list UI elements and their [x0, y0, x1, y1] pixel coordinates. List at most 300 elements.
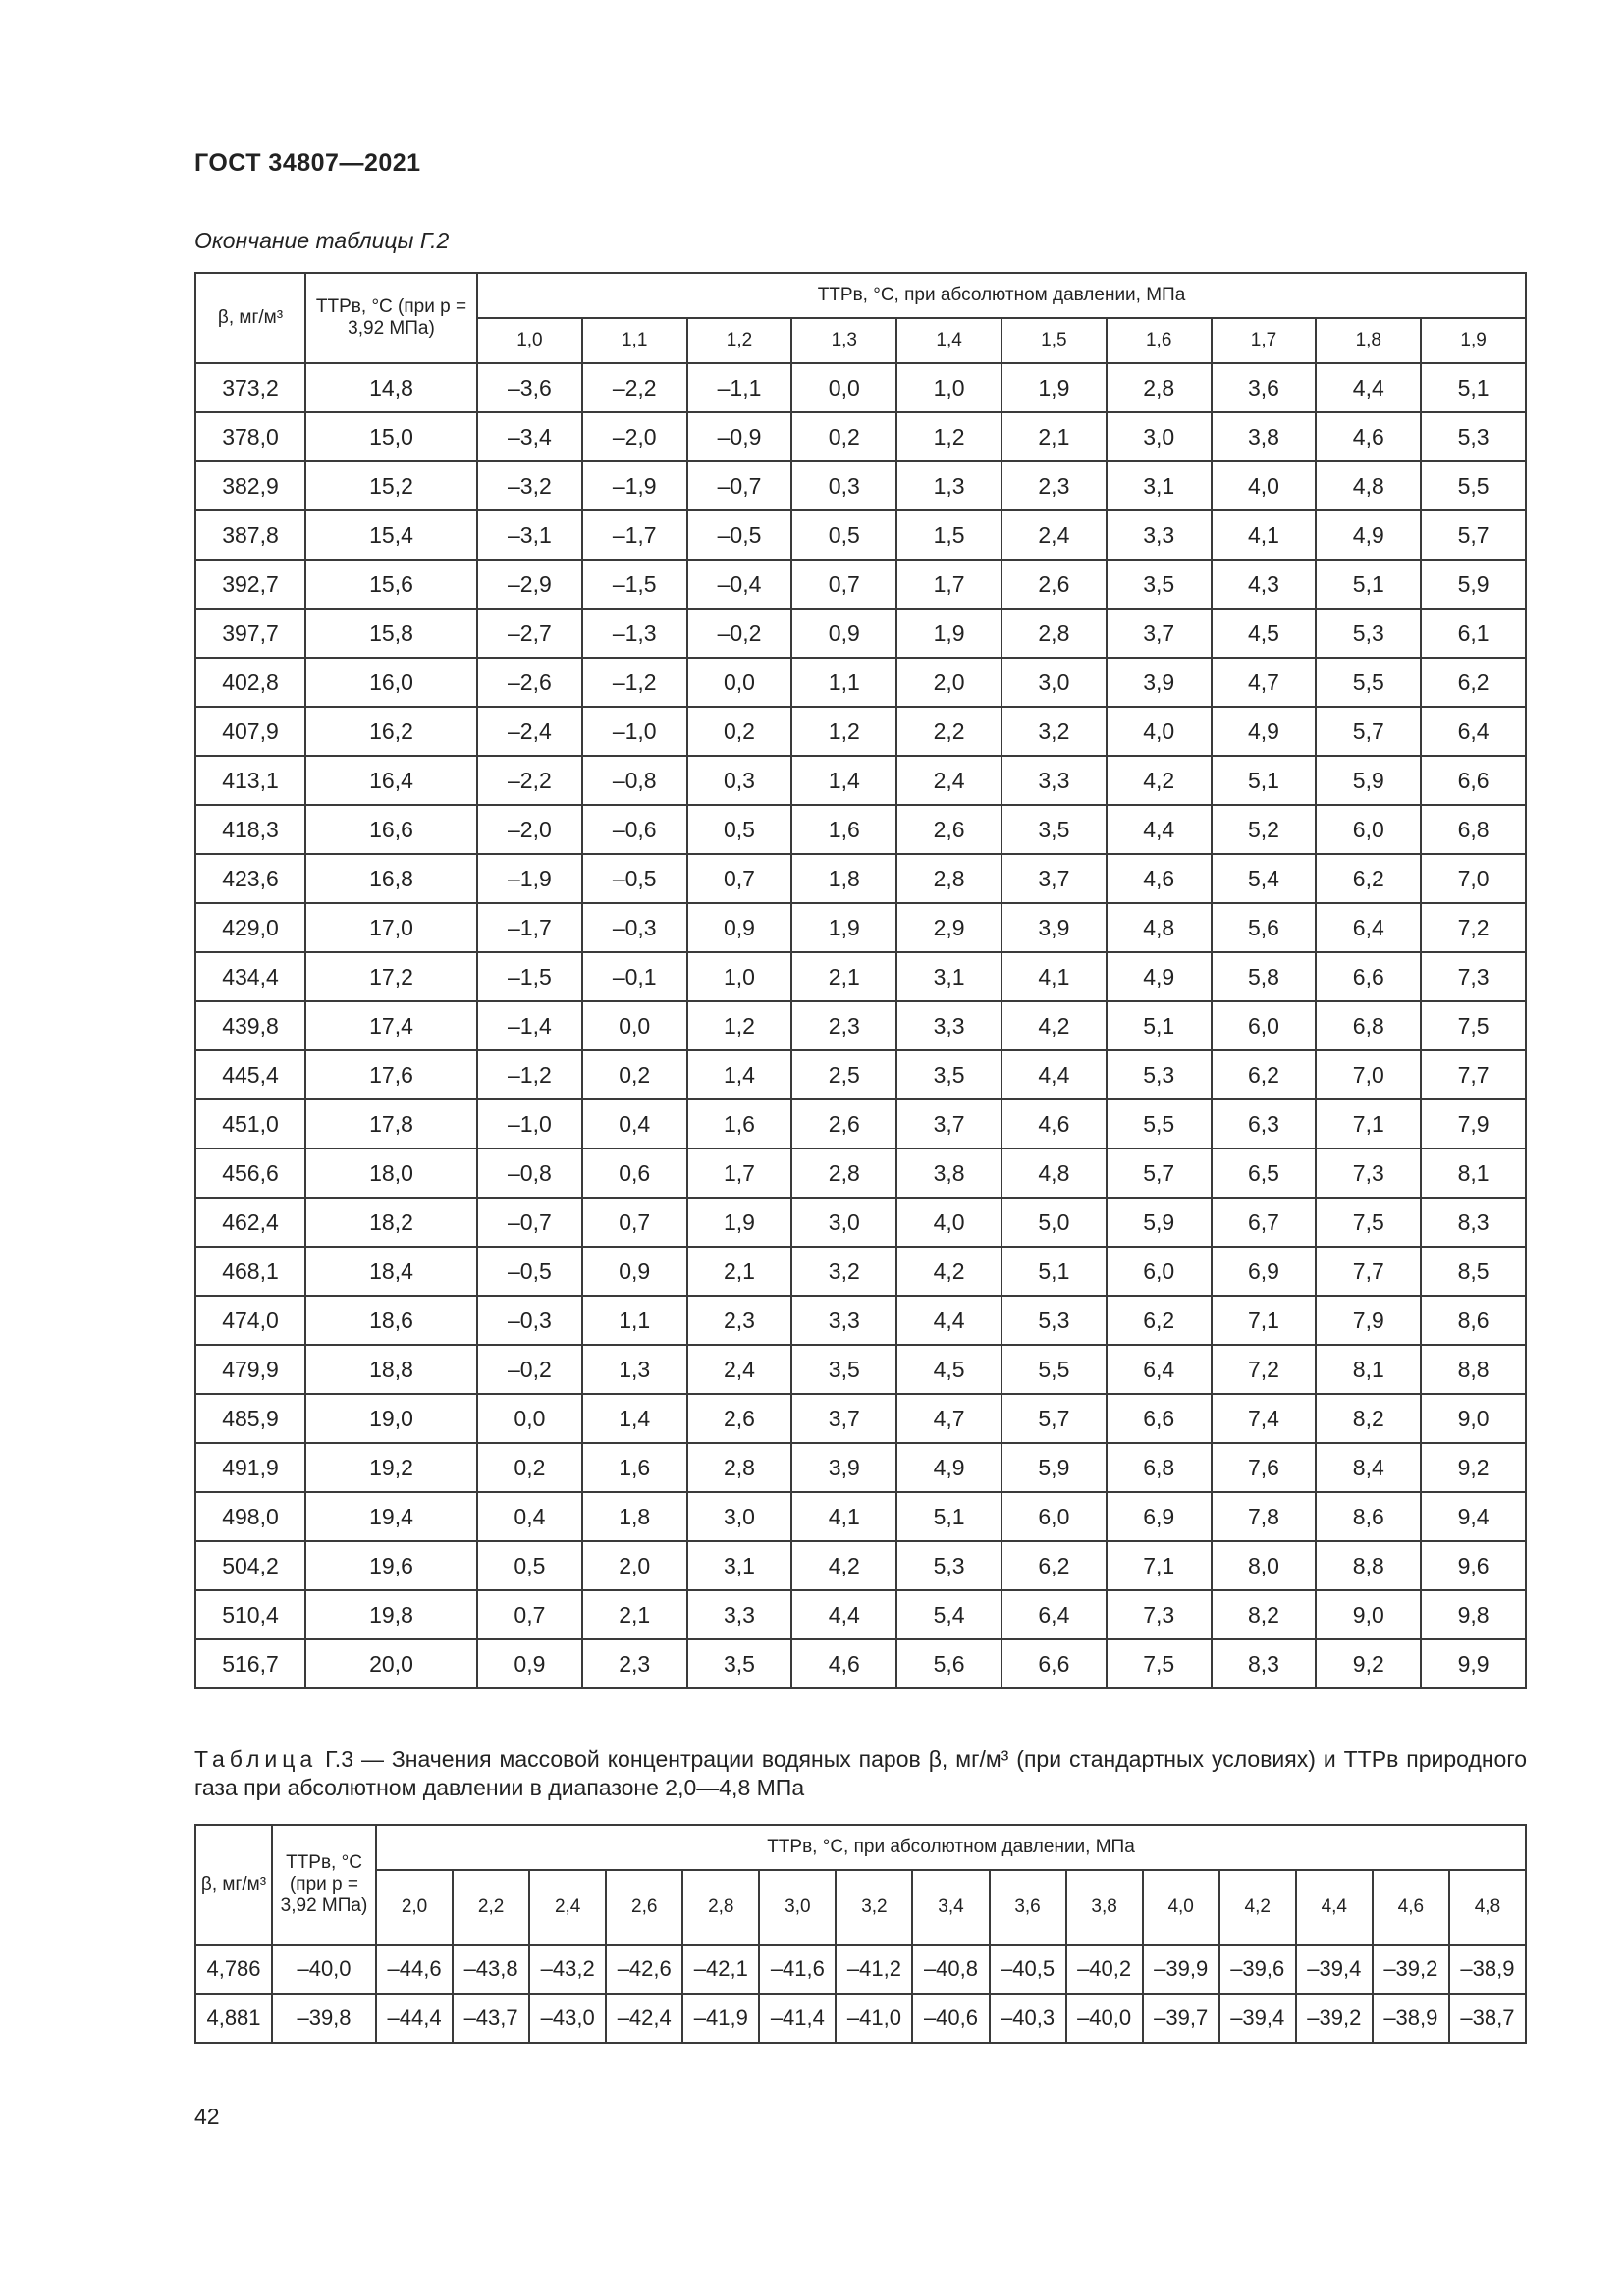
- pressure-header: 1,1: [582, 318, 687, 363]
- pressure-header: 3,8: [1066, 1870, 1143, 1945]
- table-row: [195, 609, 1526, 658]
- table-row: [195, 1198, 1526, 1247]
- table-cell: 1,9: [1001, 363, 1107, 412]
- table-row: [195, 1050, 1526, 1099]
- table-cell: 2,4: [1001, 510, 1107, 560]
- table-cell: –0,2: [477, 1345, 582, 1394]
- table-cell: –0,3: [582, 903, 687, 952]
- table-cell: –0,3: [477, 1296, 582, 1345]
- table-cell: 5,3: [1107, 1050, 1212, 1099]
- table-cell: 5,4: [896, 1590, 1001, 1639]
- table-cell: 0,4: [582, 1099, 687, 1148]
- table-cell: 1,2: [687, 1001, 792, 1050]
- table-cell: 4,0: [1212, 461, 1317, 510]
- table-cell: 407,9: [195, 707, 305, 756]
- table-cell: 15,6: [305, 560, 477, 609]
- table-cell: –41,6: [759, 1945, 836, 1994]
- pressure-header: 2,8: [682, 1870, 759, 1945]
- table-cell: 5,6: [1212, 903, 1317, 952]
- table-cell: 5,3: [1316, 609, 1421, 658]
- table-cell: 5,5: [1316, 658, 1421, 707]
- table-cell: 6,4: [1001, 1590, 1107, 1639]
- table-cell: 2,0: [582, 1541, 687, 1590]
- table-cell: 8,8: [1316, 1541, 1421, 1590]
- table-cell: 5,1: [896, 1492, 1001, 1541]
- table-cell: 15,8: [305, 609, 477, 658]
- table-cell: 3,0: [791, 1198, 896, 1247]
- table-cell: 6,4: [1316, 903, 1421, 952]
- table-cell: 2,3: [791, 1001, 896, 1050]
- table-cell: 3,6: [1212, 363, 1317, 412]
- table-cell: 6,2: [1316, 854, 1421, 903]
- table-cell: –1,1: [687, 363, 792, 412]
- table-cell: 4,2: [791, 1541, 896, 1590]
- table-cell: –0,9: [687, 412, 792, 461]
- table-cell: 2,5: [791, 1050, 896, 1099]
- table-cell: –1,7: [477, 903, 582, 952]
- pressure-header: 3,6: [990, 1870, 1066, 1945]
- table-cell: 382,9: [195, 461, 305, 510]
- pressure-header: 2,0: [376, 1870, 453, 1945]
- table-cell: 0,5: [687, 805, 792, 854]
- table-cell: 3,3: [896, 1001, 1001, 1050]
- pressure-header: 4,0: [1143, 1870, 1219, 1945]
- table-cell: 4,6: [1316, 412, 1421, 461]
- table-cell: 402,8: [195, 658, 305, 707]
- table-row: [195, 1492, 1526, 1541]
- table-cell: 8,2: [1316, 1394, 1421, 1443]
- table-row: [195, 903, 1526, 952]
- table-row: [195, 805, 1526, 854]
- table-row: [195, 1994, 1526, 2043]
- table-cell: 7,0: [1316, 1050, 1421, 1099]
- table-cell: 4,4: [896, 1296, 1001, 1345]
- table-cell: 1,3: [896, 461, 1001, 510]
- table-cell: 17,2: [305, 952, 477, 1001]
- table-cell: 2,3: [582, 1639, 687, 1688]
- pressure-header: 1,9: [1421, 318, 1526, 363]
- table-cell: –42,4: [606, 1994, 682, 2043]
- pressure-header: 3,4: [912, 1870, 989, 1945]
- table-cell: 3,7: [1001, 854, 1107, 903]
- table-cell: 7,1: [1107, 1541, 1212, 1590]
- table-cell: 8,0: [1212, 1541, 1317, 1590]
- table-cell: –40,5: [990, 1945, 1066, 1994]
- table-cell: 17,0: [305, 903, 477, 952]
- pressure-header: 4,4: [1296, 1870, 1373, 1945]
- table-cell: 429,0: [195, 903, 305, 952]
- table-cell: –39,2: [1296, 1994, 1373, 2043]
- table-cell: 4,7: [896, 1394, 1001, 1443]
- table-cell: 6,4: [1421, 707, 1526, 756]
- table-cell: 15,2: [305, 461, 477, 510]
- table-row: [195, 707, 1526, 756]
- header-pressure-group: ТТРв, °С, при абсолютном давлении, МПа: [477, 273, 1526, 318]
- table-cell: –1,0: [477, 1099, 582, 1148]
- table-cell: 6,2: [1107, 1296, 1212, 1345]
- table-caption-text: Г.3 — Значения массовой концентрации водяных паров β, мг/м³ (при стандартных условиях) и ТТРв природного газа при абсолютном давлении в диапазоне 2,0—4,8 МПа: [194, 1746, 1528, 1800]
- table-cell: –0,5: [687, 510, 792, 560]
- table-cell: 18,8: [305, 1345, 477, 1394]
- table-cell: 498,0: [195, 1492, 305, 1541]
- table-cell: 2,8: [1001, 609, 1107, 658]
- table-cell: 18,0: [305, 1148, 477, 1198]
- table-cell: 5,6: [896, 1639, 1001, 1688]
- table-cell: 8,3: [1212, 1639, 1317, 1688]
- table-cell: –41,9: [682, 1994, 759, 2043]
- table-cell: 4,2: [1001, 1001, 1107, 1050]
- table-cell: 3,0: [687, 1492, 792, 1541]
- table-cell: 378,0: [195, 412, 305, 461]
- table-cell: 2,8: [896, 854, 1001, 903]
- table-row: [195, 1001, 1526, 1050]
- table-cell: 9,2: [1316, 1639, 1421, 1688]
- table-cell: 4,1: [1212, 510, 1317, 560]
- table-cell: 18,2: [305, 1198, 477, 1247]
- header-ttr-392: ТТРв, °С (при p = 3,92 МПа): [272, 1825, 376, 1945]
- table-cell: 0,0: [582, 1001, 687, 1050]
- table-cell: 3,8: [896, 1148, 1001, 1198]
- table-cell: 7,2: [1212, 1345, 1317, 1394]
- table-cell: –44,6: [376, 1945, 453, 1994]
- table-cell: –3,6: [477, 363, 582, 412]
- table-cell: 3,2: [1001, 707, 1107, 756]
- pressure-header: 1,3: [791, 318, 896, 363]
- table-cell: 19,0: [305, 1394, 477, 1443]
- table-cell: 6,1: [1421, 609, 1526, 658]
- table-cell: –38,7: [1449, 1994, 1526, 2043]
- table-cell: –0,7: [687, 461, 792, 510]
- table-cell: 16,0: [305, 658, 477, 707]
- table-cell: 2,1: [1001, 412, 1107, 461]
- table-cell: 0,2: [582, 1050, 687, 1099]
- table-cell: 3,3: [1001, 756, 1107, 805]
- table-cell: 2,1: [791, 952, 896, 1001]
- table-cell: 17,6: [305, 1050, 477, 1099]
- table-cell: –44,4: [376, 1994, 453, 2043]
- table-cell: 1,6: [582, 1443, 687, 1492]
- table-cell: –38,9: [1373, 1994, 1449, 2043]
- table-cell: 6,8: [1316, 1001, 1421, 1050]
- header-beta: β, мг/м³: [195, 1825, 272, 1945]
- table-cell: 434,4: [195, 952, 305, 1001]
- table-cell: 2,4: [687, 1345, 792, 1394]
- table-cell: 418,3: [195, 805, 305, 854]
- table-cell: 7,5: [1107, 1639, 1212, 1688]
- table-cell: 15,4: [305, 510, 477, 560]
- table-cell: –2,2: [477, 756, 582, 805]
- table-cell: 18,4: [305, 1247, 477, 1296]
- table-cell: 3,3: [791, 1296, 896, 1345]
- table-cell: 0,0: [791, 363, 896, 412]
- table-cell: –0,4: [687, 560, 792, 609]
- table-cell: –1,2: [582, 658, 687, 707]
- table-cell: 3,5: [791, 1345, 896, 1394]
- table-cell: –39,4: [1296, 1945, 1373, 1994]
- table-cell: 1,7: [687, 1148, 792, 1198]
- table-cell: 4,5: [1212, 609, 1317, 658]
- table-cell: 5,1: [1107, 1001, 1212, 1050]
- table-row: [195, 756, 1526, 805]
- table-cell: 0,7: [477, 1590, 582, 1639]
- table-cell: –3,2: [477, 461, 582, 510]
- table-cell: 4,4: [1107, 805, 1212, 854]
- table-cell: 2,6: [791, 1099, 896, 1148]
- table-row: [195, 1541, 1526, 1590]
- table-cell: 504,2: [195, 1541, 305, 1590]
- table-cell: 9,0: [1316, 1590, 1421, 1639]
- table-cell: –2,6: [477, 658, 582, 707]
- table-cell: 4,0: [896, 1198, 1001, 1247]
- table-cell: –41,0: [836, 1994, 912, 2043]
- table-cell: –1,5: [477, 952, 582, 1001]
- table-cell: –39,8: [272, 1994, 376, 2043]
- table-cell: 3,0: [1107, 412, 1212, 461]
- table-cell: 8,3: [1421, 1198, 1526, 1247]
- table-cell: 4,786: [195, 1945, 272, 1994]
- table-cell: –1,3: [582, 609, 687, 658]
- table-cell: –0,2: [687, 609, 792, 658]
- table-cell: 6,6: [1421, 756, 1526, 805]
- table-cell: 4,1: [1001, 952, 1107, 1001]
- table-cell: 6,2: [1001, 1541, 1107, 1590]
- table-cell: 2,8: [1107, 363, 1212, 412]
- table-caption-label: Таблица: [194, 1746, 318, 1772]
- table-row: [195, 658, 1526, 707]
- table-cell: –2,9: [477, 560, 582, 609]
- table-cell: 7,5: [1316, 1198, 1421, 1247]
- table-cell: 6,6: [1107, 1394, 1212, 1443]
- table-row: [195, 560, 1526, 609]
- table-cell: 3,5: [1107, 560, 1212, 609]
- table-cell: 491,9: [195, 1443, 305, 1492]
- table-cell: 5,7: [1001, 1394, 1107, 1443]
- table-cell: 16,4: [305, 756, 477, 805]
- table-cell: 0,9: [582, 1247, 687, 1296]
- table-cell: 0,2: [477, 1443, 582, 1492]
- table-cell: 4,3: [1212, 560, 1317, 609]
- table-cell: 6,7: [1212, 1198, 1317, 1247]
- pressure-header: 1,0: [477, 318, 582, 363]
- table-cell: –0,5: [477, 1247, 582, 1296]
- table-cell: 5,1: [1316, 560, 1421, 609]
- table-cell: 445,4: [195, 1050, 305, 1099]
- table-cell: 5,1: [1001, 1247, 1107, 1296]
- table-cell: 4,1: [791, 1492, 896, 1541]
- table-cell: 7,3: [1107, 1590, 1212, 1639]
- table-row: [195, 1443, 1526, 1492]
- table-cell: 2,8: [687, 1443, 792, 1492]
- table-cell: 0,2: [791, 412, 896, 461]
- pressure-header: 2,6: [606, 1870, 682, 1945]
- table-cell: 19,6: [305, 1541, 477, 1590]
- table-cell: –0,7: [477, 1198, 582, 1247]
- table-cell: 2,9: [896, 903, 1001, 952]
- table-cell: 1,2: [896, 412, 1001, 461]
- page-header: ГОСТ 34807—2021: [194, 149, 421, 177]
- table-cell: –43,8: [453, 1945, 529, 1994]
- header-ttr-392: ТТРв, °С (при p = 3,92 МПа): [305, 273, 477, 363]
- table-cell: –40,8: [912, 1945, 989, 1994]
- table-cell: 3,9: [791, 1443, 896, 1492]
- table-cell: 3,1: [896, 952, 1001, 1001]
- table-cell: –40,0: [272, 1945, 376, 1994]
- table-cell: –41,2: [836, 1945, 912, 1994]
- table-cell: 5,1: [1421, 363, 1526, 412]
- table-cell: 2,6: [687, 1394, 792, 1443]
- table-g2: [194, 272, 1527, 1689]
- table-cell: 6,6: [1001, 1639, 1107, 1688]
- table-cell: 423,6: [195, 854, 305, 903]
- table-cell: 1,5: [896, 510, 1001, 560]
- table-cell: 5,7: [1107, 1148, 1212, 1198]
- table-cell: 4,8: [1316, 461, 1421, 510]
- table-row: [195, 1590, 1526, 1639]
- table-cell: 373,2: [195, 363, 305, 412]
- table-cell: –42,6: [606, 1945, 682, 1994]
- table-cell: –1,5: [582, 560, 687, 609]
- table-cell: –39,7: [1143, 1994, 1219, 2043]
- table-cell: –41,4: [759, 1994, 836, 2043]
- table-row: [195, 1945, 1526, 1994]
- table-cell: 1,9: [687, 1198, 792, 1247]
- table-cell: 5,3: [1001, 1296, 1107, 1345]
- table-cell: 0,3: [791, 461, 896, 510]
- table-cell: 7,2: [1421, 903, 1526, 952]
- table-g3-caption: [194, 1745, 1527, 1802]
- table-row: [195, 1099, 1526, 1148]
- table-cell: 4,8: [1107, 903, 1212, 952]
- table-cell: –1,2: [477, 1050, 582, 1099]
- table-cell: 456,6: [195, 1148, 305, 1198]
- table-cell: 7,8: [1212, 1492, 1317, 1541]
- table-cell: –40,0: [1066, 1994, 1143, 2043]
- table-cell: 8,2: [1212, 1590, 1317, 1639]
- table-cell: –43,7: [453, 1994, 529, 2043]
- table-cell: 7,9: [1316, 1296, 1421, 1345]
- table-cell: 3,3: [687, 1590, 792, 1639]
- header-beta: β, мг/м³: [195, 273, 305, 363]
- table-cell: –1,9: [582, 461, 687, 510]
- table-cell: 392,7: [195, 560, 305, 609]
- table-cell: 5,5: [1001, 1345, 1107, 1394]
- table-cell: 3,5: [1001, 805, 1107, 854]
- table-cell: 6,3: [1212, 1099, 1317, 1148]
- pressure-header: 3,0: [759, 1870, 836, 1945]
- table-cell: 2,2: [896, 707, 1001, 756]
- table-cell: 5,0: [1001, 1198, 1107, 1247]
- table-cell: 0,2: [687, 707, 792, 756]
- table-cell: 7,0: [1421, 854, 1526, 903]
- table-row: [195, 1247, 1526, 1296]
- table-cell: 1,2: [791, 707, 896, 756]
- table-cell: 474,0: [195, 1296, 305, 1345]
- table-cell: 0,3: [687, 756, 792, 805]
- table-cell: 1,0: [687, 952, 792, 1001]
- table-cell: 5,1: [1212, 756, 1317, 805]
- table-cell: 9,2: [1421, 1443, 1526, 1492]
- table-cell: 0,9: [687, 903, 792, 952]
- table-cell: 2,3: [1001, 461, 1107, 510]
- table-cell: 479,9: [195, 1345, 305, 1394]
- table-cell: 17,4: [305, 1001, 477, 1050]
- table-cell: 7,3: [1316, 1148, 1421, 1198]
- table-cell: 4,6: [791, 1639, 896, 1688]
- table-cell: 5,8: [1212, 952, 1317, 1001]
- table-cell: 1,8: [582, 1492, 687, 1541]
- table-g3: [194, 1824, 1527, 2044]
- table-cell: 0,9: [791, 609, 896, 658]
- table-cell: 8,8: [1421, 1345, 1526, 1394]
- table-cell: 6,8: [1107, 1443, 1212, 1492]
- table-cell: 387,8: [195, 510, 305, 560]
- table-cell: –39,2: [1373, 1945, 1449, 1994]
- table-cell: 7,3: [1421, 952, 1526, 1001]
- pressure-header: 1,2: [687, 318, 792, 363]
- pressure-header: 1,8: [1316, 318, 1421, 363]
- pressure-header: 1,5: [1001, 318, 1107, 363]
- table-row: [195, 1639, 1526, 1688]
- table-cell: 1,4: [791, 756, 896, 805]
- table-cell: 0,7: [582, 1198, 687, 1247]
- table-cell: 5,9: [1107, 1198, 1212, 1247]
- table-cell: 5,7: [1316, 707, 1421, 756]
- table-cell: 4,9: [896, 1443, 1001, 1492]
- table-cell: 4,9: [1316, 510, 1421, 560]
- table-cell: 0,9: [477, 1639, 582, 1688]
- table-row: [195, 412, 1526, 461]
- table-cell: 4,9: [1212, 707, 1317, 756]
- table-cell: 516,7: [195, 1639, 305, 1688]
- table-cell: –0,5: [582, 854, 687, 903]
- table-cell: 485,9: [195, 1394, 305, 1443]
- table-cell: 16,2: [305, 707, 477, 756]
- table-cell: 1,4: [687, 1050, 792, 1099]
- table-cell: 3,5: [687, 1639, 792, 1688]
- table-cell: –40,6: [912, 1994, 989, 2043]
- table-cell: 6,9: [1107, 1492, 1212, 1541]
- table-cell: 16,6: [305, 805, 477, 854]
- table-cell: 510,4: [195, 1590, 305, 1639]
- pressure-header: 4,2: [1219, 1870, 1296, 1945]
- table-cell: 5,3: [1421, 412, 1526, 461]
- table-cell: 15,0: [305, 412, 477, 461]
- table-cell: 19,8: [305, 1590, 477, 1639]
- table-cell: 4,8: [1001, 1148, 1107, 1198]
- table-cell: 5,9: [1421, 560, 1526, 609]
- table-cell: 2,4: [896, 756, 1001, 805]
- table-cell: 3,2: [791, 1247, 896, 1296]
- table-cell: 3,9: [1001, 903, 1107, 952]
- table-cell: 2,3: [687, 1296, 792, 1345]
- table-cell: 0,0: [477, 1394, 582, 1443]
- table-cell: 4,9: [1107, 952, 1212, 1001]
- table-row: [195, 363, 1526, 412]
- table-cell: 4,6: [1001, 1099, 1107, 1148]
- table-cell: 6,8: [1421, 805, 1526, 854]
- pressure-header: 2,4: [529, 1870, 606, 1945]
- table-cell: 4,6: [1107, 854, 1212, 903]
- pressure-header: 4,8: [1449, 1870, 1526, 1945]
- pressure-header: 3,2: [836, 1870, 912, 1945]
- table-cell: 397,7: [195, 609, 305, 658]
- table-cell: 3,5: [896, 1050, 1001, 1099]
- pressure-header: 4,6: [1373, 1870, 1449, 1945]
- table-cell: 3,7: [791, 1394, 896, 1443]
- table-cell: 4,2: [1107, 756, 1212, 805]
- table-cell: 5,9: [1316, 756, 1421, 805]
- table-cell: 1,6: [791, 805, 896, 854]
